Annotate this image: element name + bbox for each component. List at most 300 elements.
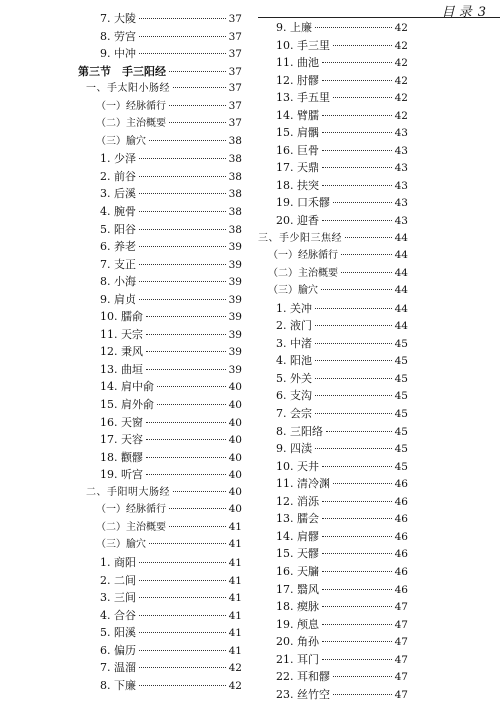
toc-entry[interactable] — [78, 291, 242, 309]
toc-entry-label: 2. 二间 — [100, 573, 136, 587]
dot-leader — [169, 508, 226, 509]
dot-leader — [146, 457, 226, 458]
toc-entry-label: 二、手阳明大肠经 — [86, 486, 170, 498]
toc-entry-label: 2. 前谷 — [100, 169, 136, 183]
dot-leader — [322, 553, 392, 554]
toc-entry[interactable] — [78, 326, 242, 344]
toc-entry-page: 41 — [228, 644, 242, 657]
toc-entry-page: 41 — [228, 520, 242, 533]
dot-leader — [322, 641, 392, 642]
toc-entry[interactable] — [78, 484, 242, 502]
toc-entry[interactable] — [78, 677, 242, 695]
header-rule — [258, 17, 500, 18]
toc-entry[interactable] — [78, 45, 242, 63]
toc-entry[interactable] — [258, 633, 408, 651]
toc-entry-page: 43 — [394, 215, 408, 228]
dot-leader — [322, 185, 392, 186]
toc-entry-label: （二）主治概要 — [96, 118, 166, 130]
dot-leader — [139, 176, 226, 177]
toc-entry-label: 9. 中冲 — [100, 47, 136, 61]
toc-entry[interactable] — [78, 273, 242, 291]
toc-entry-page: 45 — [394, 355, 408, 368]
toc-entry-page: 39 — [228, 346, 242, 359]
toc-entry[interactable] — [78, 501, 242, 519]
toc-entry[interactable] — [78, 378, 242, 396]
toc-entry[interactable] — [258, 493, 408, 511]
toc-entry-page: 44 — [394, 302, 408, 315]
toc-entry-label: 12. 秉风 — [100, 345, 143, 359]
dot-leader — [322, 624, 392, 625]
toc-entry-label: （三）腧穴 — [96, 135, 146, 147]
toc-entry[interactable] — [78, 256, 242, 274]
toc-entry[interactable] — [78, 431, 242, 449]
dot-leader — [322, 606, 392, 607]
toc-entry[interactable] — [258, 265, 408, 283]
dot-leader — [326, 431, 392, 432]
dot-leader — [146, 474, 226, 475]
toc-entry-page: 41 — [228, 592, 242, 605]
dot-leader — [322, 501, 392, 502]
toc-entry[interactable] — [258, 458, 408, 476]
toc-entry-label: 7. 支正 — [100, 257, 136, 271]
toc-entry-label: 10. 天井 — [276, 459, 319, 473]
toc-entry[interactable] — [258, 124, 408, 142]
dot-leader — [169, 71, 226, 72]
toc-entry-label: 9. 肩贞 — [100, 292, 136, 306]
toc-left-column — [78, 10, 242, 694]
dot-leader — [146, 439, 226, 440]
dot-leader — [139, 53, 226, 54]
dot-leader — [341, 254, 392, 255]
toc-entry-page: 42 — [394, 74, 408, 87]
toc-entry-label: （一）经脉循行 — [96, 100, 166, 112]
toc-entry-label: 12. 消泺 — [276, 494, 319, 508]
toc-entry-label: 17. 翳风 — [276, 582, 319, 596]
toc-entry[interactable] — [258, 54, 408, 72]
toc-entry-label: 23. 丝竹空 — [276, 687, 330, 701]
dot-leader — [149, 140, 226, 141]
toc-entry[interactable] — [78, 133, 242, 151]
toc-entry[interactable] — [78, 572, 242, 590]
toc-entry[interactable] — [78, 659, 242, 677]
toc-entry[interactable] — [78, 343, 242, 361]
dot-leader — [139, 36, 226, 37]
toc-entry-page: 47 — [394, 671, 408, 684]
toc-entry-label: 5. 阳溪 — [100, 626, 136, 640]
dot-leader — [321, 289, 392, 290]
toc-entry-label: 8. 劳宫 — [100, 29, 136, 43]
toc-entry-page: 45 — [394, 390, 408, 403]
toc-entry-page: 40 — [228, 451, 242, 464]
toc-entry-label: 9. 四渎 — [276, 442, 312, 456]
toc-entry[interactable] — [78, 536, 242, 554]
toc-entry-page: 43 — [394, 179, 408, 192]
dot-leader — [173, 87, 226, 88]
toc-entry-label: 6. 支沟 — [276, 389, 312, 403]
toc-entry-label: 6. 偏历 — [100, 643, 136, 657]
toc-entry-label: 3. 后溪 — [100, 187, 136, 201]
toc-entry-label: 三、手少阳三焦经 — [258, 232, 342, 244]
toc-entry[interactable] — [78, 624, 242, 642]
dot-leader — [139, 597, 226, 598]
toc-entry[interactable] — [258, 405, 408, 423]
dot-leader — [315, 343, 392, 344]
toc-entry[interactable] — [78, 519, 242, 537]
toc-entry-label: 8. 下廉 — [100, 678, 136, 692]
toc-entry[interactable] — [78, 80, 242, 98]
toc-entry-label: 14. 肩中俞 — [100, 380, 154, 394]
toc-entry[interactable] — [258, 19, 408, 37]
dot-leader — [157, 404, 226, 405]
toc-entry-page: 44 — [394, 284, 408, 297]
toc-entry[interactable] — [258, 300, 408, 318]
toc-entry-page: 47 — [394, 601, 408, 614]
toc-entry-page: 38 — [228, 153, 242, 166]
toc-entry[interactable] — [258, 440, 408, 458]
toc-entry-page: 39 — [228, 241, 242, 254]
dot-leader — [333, 483, 392, 484]
toc-entry[interactable] — [258, 423, 408, 441]
toc-entry[interactable] — [78, 414, 242, 432]
toc-entry-page: 45 — [394, 408, 408, 421]
toc-entry-page: 39 — [228, 276, 242, 289]
toc-entry-label: 16. 天窗 — [100, 415, 143, 429]
toc-entry-label: 7. 会宗 — [276, 407, 312, 421]
dot-leader — [345, 237, 392, 238]
toc-entry-page: 44 — [394, 231, 408, 244]
toc-entry-page: 44 — [394, 249, 408, 262]
toc-entry-label: （一）经脉循行 — [268, 250, 338, 262]
dot-leader — [139, 246, 226, 247]
toc-entry-page: 39 — [228, 328, 242, 341]
toc-entry[interactable] — [258, 616, 408, 634]
dot-leader — [341, 272, 392, 273]
toc-entry[interactable] — [258, 651, 408, 669]
toc-entry-label: 7. 温溜 — [100, 661, 136, 675]
toc-entry[interactable] — [258, 370, 408, 388]
toc-entry-label: 13. 臑会 — [276, 512, 319, 526]
toc-entry[interactable] — [258, 107, 408, 125]
header-title: 目 录 — [441, 5, 472, 20]
toc-entry-label: 20. 迎香 — [276, 214, 319, 228]
toc-entry-page: 39 — [228, 311, 242, 324]
toc-entry-page: 45 — [394, 425, 408, 438]
toc-entry-page: 38 — [228, 170, 242, 183]
toc-entry[interactable] — [258, 282, 408, 300]
toc-entry-page: 37 — [228, 65, 242, 78]
dot-leader — [322, 518, 392, 519]
toc-entry-page: 40 — [228, 485, 242, 498]
toc-entry-label: 7. 大陵 — [100, 12, 136, 25]
toc-entry-page: 37 — [228, 30, 242, 43]
toc-entry[interactable] — [258, 598, 408, 616]
toc-entry[interactable] — [78, 115, 242, 133]
toc-entry[interactable] — [258, 37, 408, 55]
toc-entry-page: 44 — [394, 320, 408, 333]
dot-leader — [322, 536, 392, 537]
toc-right-column — [258, 19, 408, 703]
toc-entry[interactable] — [258, 510, 408, 528]
toc-entry[interactable] — [258, 668, 408, 686]
toc-entry[interactable] — [258, 247, 408, 265]
toc-entry[interactable] — [258, 581, 408, 599]
toc-entry[interactable] — [258, 177, 408, 195]
toc-entry-label: 19. 颅息 — [276, 617, 319, 631]
toc-entry-label: 14. 肩髎 — [276, 529, 319, 543]
toc-entry-label: 12. 肘髎 — [276, 73, 319, 87]
toc-entry[interactable] — [258, 352, 408, 370]
dot-leader — [149, 543, 226, 544]
toc-entry-label: 19. 口禾髎 — [276, 196, 330, 210]
toc-entry[interactable] — [78, 396, 242, 414]
dot-leader — [315, 360, 392, 361]
dot-leader — [322, 132, 392, 133]
dot-leader — [322, 80, 392, 81]
toc-entry[interactable] — [78, 554, 242, 572]
dot-leader — [322, 659, 392, 660]
dot-leader — [146, 422, 226, 423]
toc-entry[interactable] — [258, 142, 408, 160]
toc-entry[interactable] — [78, 607, 242, 625]
toc-entry[interactable] — [258, 475, 408, 493]
toc-entry[interactable] — [258, 387, 408, 405]
toc-entry-page: 38 — [228, 206, 242, 219]
toc-entry-label: 3. 三间 — [100, 591, 136, 605]
dot-leader — [169, 122, 226, 123]
toc-entry[interactable] — [258, 159, 408, 177]
toc-entry-label: 18. 颧髎 — [100, 450, 143, 464]
dot-leader — [139, 299, 226, 300]
toc-entry-page: 38 — [228, 134, 242, 147]
toc-entry[interactable] — [78, 238, 242, 256]
dot-leader — [315, 448, 392, 449]
toc-entry[interactable] — [258, 317, 408, 335]
toc-entry-label: 4. 合谷 — [100, 608, 136, 622]
dot-leader — [139, 632, 226, 633]
dot-leader — [315, 378, 392, 379]
toc-entry[interactable] — [78, 589, 242, 607]
toc-entry-page: 39 — [228, 363, 242, 376]
toc-entry-label: 15. 肩外俞 — [100, 398, 154, 412]
toc-entry[interactable] — [78, 168, 242, 186]
toc-entry-page: 42 — [394, 109, 408, 122]
dot-leader — [333, 694, 392, 695]
toc-entry-label: 15. 天髎 — [276, 547, 319, 561]
toc-entry-page: 41 — [228, 574, 242, 587]
toc-entry-label: 9. 上廉 — [276, 21, 312, 34]
toc-entry-page: 40 — [228, 416, 242, 429]
toc-entry-label: 16. 巨骨 — [276, 143, 319, 157]
toc-entry-label: 20. 角孙 — [276, 635, 319, 649]
toc-entry-page: 47 — [394, 653, 408, 666]
toc-entry[interactable] — [78, 466, 242, 484]
toc-entry[interactable] — [258, 194, 408, 212]
dot-leader — [139, 615, 226, 616]
dot-leader — [333, 97, 392, 98]
dot-leader — [315, 325, 392, 326]
toc-entry[interactable] — [78, 308, 242, 326]
toc-entry-label: 一、手太阳小肠经 — [86, 83, 170, 95]
toc-entry[interactable] — [78, 98, 242, 116]
toc-entry[interactable] — [78, 221, 242, 239]
dot-leader — [146, 369, 226, 370]
toc-entry[interactable] — [78, 185, 242, 203]
toc-entry[interactable] — [258, 545, 408, 563]
toc-entry-page: 45 — [394, 372, 408, 385]
dot-leader — [169, 526, 226, 527]
toc-entry-label: 2. 液门 — [276, 319, 312, 333]
toc-entry-page: 38 — [228, 223, 242, 236]
toc-entry[interactable] — [258, 686, 408, 703]
toc-entry-page: 41 — [228, 609, 242, 622]
toc-entry-label: 22. 耳和髎 — [276, 670, 330, 684]
toc-entry[interactable] — [258, 230, 408, 248]
toc-entry-label: 13. 手五里 — [276, 91, 330, 105]
toc-entry-page: 40 — [228, 469, 242, 482]
toc-entry[interactable] — [258, 335, 408, 353]
dot-leader — [322, 589, 392, 590]
toc-entry[interactable] — [78, 449, 242, 467]
toc-entry-page: 37 — [228, 13, 242, 25]
dot-leader — [146, 334, 226, 335]
toc-entry-page: 41 — [228, 627, 242, 640]
toc-entry-label: 15. 肩髃 — [276, 126, 319, 140]
toc-entry[interactable] — [258, 563, 408, 581]
toc-entry-label: 4. 阳池 — [276, 354, 312, 368]
toc-entry-page: 45 — [394, 460, 408, 473]
toc-entry-label: 1. 关冲 — [276, 301, 312, 315]
dot-leader — [139, 158, 226, 159]
toc-entry-label: 1. 商阳 — [100, 555, 136, 569]
toc-entry[interactable] — [258, 72, 408, 90]
toc-entry-page: 42 — [394, 22, 408, 34]
dot-leader — [322, 167, 392, 168]
toc-entry-label: 11. 清冷渊 — [276, 477, 330, 491]
toc-entry-page: 37 — [228, 82, 242, 95]
toc-entry-label: （三）腧穴 — [96, 539, 146, 551]
toc-entry-page: 40 — [228, 399, 242, 412]
toc-entry[interactable] — [78, 203, 242, 221]
toc-entry-label: 19. 听宫 — [100, 468, 143, 482]
toc-entry-page: 43 — [394, 144, 408, 157]
toc-entry-page: 47 — [394, 618, 408, 631]
toc-entry-page: 46 — [394, 513, 408, 526]
dot-leader — [333, 676, 392, 677]
toc-entry-page: 42 — [394, 39, 408, 52]
toc-entry-page: 40 — [228, 434, 242, 447]
toc-entry[interactable] — [78, 63, 242, 81]
toc-entry-label: （二）主治概要 — [268, 267, 338, 279]
dot-leader — [169, 105, 226, 106]
toc-entry-label: 5. 外关 — [276, 371, 312, 385]
dot-leader — [315, 413, 392, 414]
dot-leader — [322, 466, 392, 467]
toc-entry-page: 45 — [394, 337, 408, 350]
dot-leader — [139, 18, 226, 19]
dot-leader — [139, 667, 226, 668]
toc-entry-page: 45 — [394, 443, 408, 456]
dot-leader — [139, 685, 226, 686]
dot-leader — [146, 316, 226, 317]
dot-leader — [157, 386, 226, 387]
toc-entry-label: （三）腧穴 — [268, 285, 318, 297]
toc-entry[interactable] — [78, 28, 242, 46]
toc-entry-page: 44 — [394, 266, 408, 279]
toc-entry-label: 11. 天宗 — [100, 327, 143, 341]
toc-entry-label: 14. 臂臑 — [276, 108, 319, 122]
toc-entry-page: 39 — [228, 258, 242, 271]
toc-entry-label: 第三节 手三阳经 — [78, 64, 166, 78]
toc-entry-page: 38 — [228, 188, 242, 201]
dot-leader — [139, 211, 226, 212]
toc-entry-page: 41 — [228, 538, 242, 551]
toc-entry[interactable] — [258, 528, 408, 546]
toc-entry-page: 42 — [228, 679, 242, 692]
dot-leader — [139, 281, 226, 282]
dot-leader — [322, 150, 392, 151]
toc-entry[interactable] — [78, 361, 242, 379]
toc-entry[interactable] — [78, 642, 242, 660]
dot-leader — [139, 580, 226, 581]
toc-entry-label: （二）主治概要 — [96, 521, 166, 533]
toc-entry[interactable] — [258, 212, 408, 230]
toc-entry[interactable] — [258, 89, 408, 107]
dot-leader — [146, 351, 226, 352]
toc-entry-label: 6. 养老 — [100, 240, 136, 254]
dot-leader — [139, 562, 226, 563]
toc-entry-label: 1. 少泽 — [100, 152, 136, 166]
dot-leader — [139, 229, 226, 230]
toc-entry-page: 46 — [394, 548, 408, 561]
toc-entry-page: 46 — [394, 495, 408, 508]
toc-entry-page: 46 — [394, 530, 408, 543]
dot-leader — [315, 395, 392, 396]
toc-entry-page: 42 — [394, 57, 408, 70]
dot-leader — [173, 491, 226, 492]
dot-leader — [322, 115, 392, 116]
dot-leader — [315, 27, 392, 28]
toc-entry-page: 47 — [394, 636, 408, 649]
toc-entry-page: 43 — [394, 127, 408, 140]
dot-leader — [139, 264, 226, 265]
toc-entry-label: 10. 臑俞 — [100, 310, 143, 324]
toc-entry-page: 46 — [394, 478, 408, 491]
toc-entry-page: 46 — [394, 583, 408, 596]
toc-entry-label: 8. 三阳络 — [276, 424, 323, 438]
toc-entry[interactable] — [78, 150, 242, 168]
dot-leader — [333, 202, 392, 203]
toc-entry[interactable] — [78, 10, 242, 28]
dot-leader — [139, 193, 226, 194]
toc-entry-label: 17. 天鼎 — [276, 161, 319, 175]
toc-entry-label: 17. 天容 — [100, 433, 143, 447]
dot-leader — [333, 45, 392, 46]
toc-entry-page: 42 — [228, 662, 242, 675]
toc-entry-label: 13. 曲垣 — [100, 362, 143, 376]
toc-entry-page: 40 — [228, 381, 242, 394]
toc-entry-page: 37 — [228, 99, 242, 112]
toc-entry-label: 16. 天牖 — [276, 564, 319, 578]
toc-entry-label: 10. 手三里 — [276, 38, 330, 52]
toc-entry-label: 18. 瘈脉 — [276, 600, 319, 614]
toc-entry-page: 47 — [394, 688, 408, 701]
toc-entry-page: 43 — [394, 162, 408, 175]
toc-entry-label: 21. 耳门 — [276, 652, 319, 666]
dot-leader — [322, 62, 392, 63]
toc-entry-page: 37 — [228, 117, 242, 130]
dot-leader — [322, 220, 392, 221]
toc-entry-page: 41 — [228, 556, 242, 569]
